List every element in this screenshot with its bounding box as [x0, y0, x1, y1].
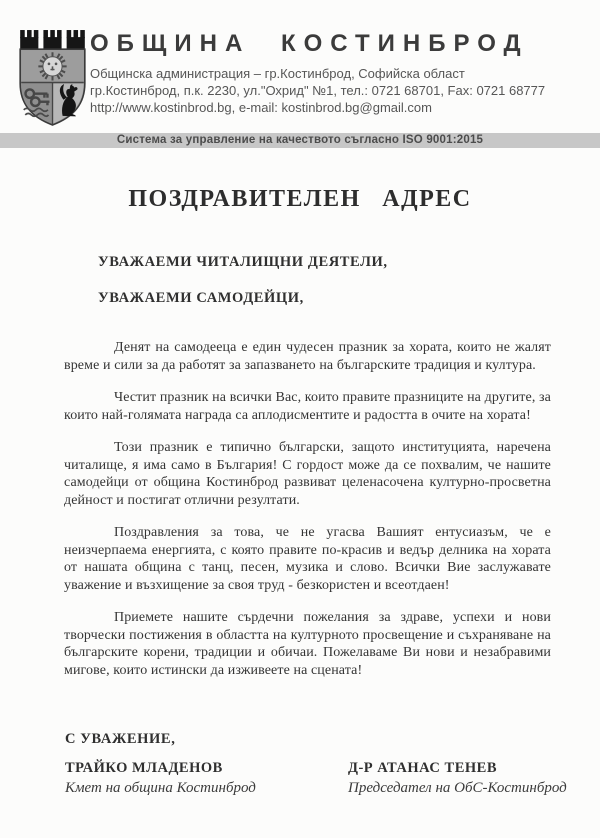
signature-name: Д-Р АТАНАС ТЕНЕВ — [348, 760, 497, 776]
letterhead — [90, 30, 590, 116]
paragraph-2: Честит празник на всички Вас, които правите празниците на другите, за които най-голямата награда са аплодисментите и радостта в очите на хората! — [64, 390, 551, 423]
kostinbrod-coat-of-arms-icon — [17, 27, 88, 128]
closing-line: С УВАЖЕНИЕ, — [65, 731, 176, 747]
paragraph-4: Поздравления за това, че не угасва Вашият ентусиазъм, че е неизчерпаема енергията, с която правите по-красив и ведър делника на хората от нашата община с танц, песен, музика и слово. Всички Вие заслужавате уважение и възхищение за своя труд - безкористен и всеотдаен! — [64, 525, 551, 593]
coat-of-arms-graphic — [17, 27, 88, 128]
salutation-line-1: УВАЖАЕМИ ЧИТАЛИЩНИ ДЕЯТЕЛИ, — [98, 254, 388, 270]
signature-title: Кмет на община Костинброд — [65, 780, 256, 796]
document-title: ПОЗДРАВИТЕЛЕН АДРЕС — [128, 186, 472, 212]
signature-mayor — [65, 760, 256, 797]
paragraph-1: Денят на самодееца е един чудесен празник за хората, които не жалят време и сили за да работят за запазването на българските традиция и култура. — [64, 340, 551, 373]
address-line-3: http://www.kostinbrod.bg, e-mail: kostinbrod.bg@gmail.com — [90, 100, 432, 115]
address-line-1: Общинска администрация – гр.Костинброд, Софийска област — [90, 66, 465, 81]
letter-body — [64, 339, 551, 694]
signature-name: ТРАЙКО МЛАДЕНОВ — [65, 760, 223, 776]
salutation-block — [98, 254, 388, 326]
signature-title: Председател на ОбС-Костинброд — [348, 780, 567, 796]
municipality-name: ОБЩИНА КОСТИНБРОД — [90, 30, 529, 57]
iso-quality-banner: Система за управление на качеството съгласно ISO 9001:2015 — [0, 133, 600, 148]
salutation-line-2: УВАЖАЕМИ САМОДЕЙЦИ, — [98, 290, 304, 306]
signature-council-chair — [348, 760, 567, 797]
address-line-2: гр.Костинброд, п.к. 2230, ул."Охрид" №1, тел.: 0721 68701, Fax: 0721 68777 — [90, 83, 546, 98]
paragraph-5: Приемете нашите сърдечни пожелания за здраве, успехи и нови творчески постижения в областта на културното просвещение и съхраняване на българските корени, традиции и обичаи. Пожелаваме Ви нови и незабравими мигове, които истински да изживеете на сцената! — [64, 610, 551, 678]
contact-block — [90, 65, 590, 116]
paragraph-3: Този празник е типично български, защото институцията, наречена читалище, я има само в България! С гордост може да се похвалим, че нашите самодейци от община Костинброд развиват целенасочена културно-просветна дейност и постигат отлични резултати. — [64, 440, 551, 508]
